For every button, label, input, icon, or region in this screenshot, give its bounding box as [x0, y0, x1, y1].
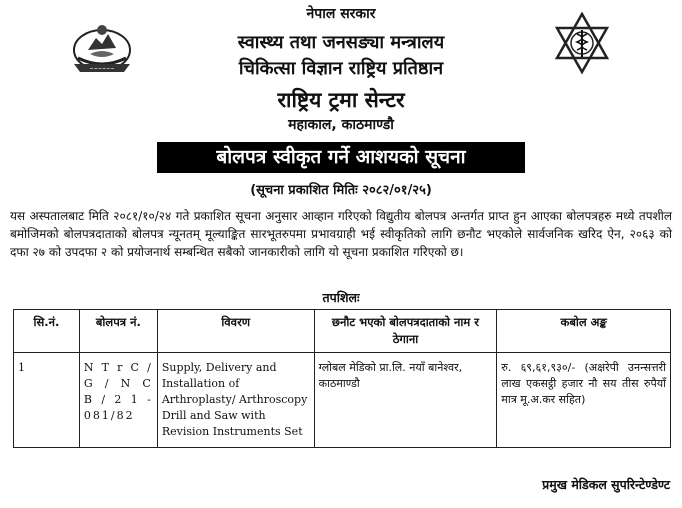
government-name: नेपाल सरकार	[306, 6, 376, 22]
table-row	[14, 353, 671, 448]
ministry-name: स्वास्थ्य तथा जनसङ्या मन्त्रालय	[237, 32, 445, 53]
header-amount: कबोल अङ्क	[497, 310, 671, 353]
header-description: विवरण	[157, 310, 314, 353]
details-title: तपशिलः	[322, 290, 360, 305]
cell-bidder: ग्लोबल मेडिको प्रा.लि. नयाँ बानेश्वर, काठमाण्डौ	[314, 353, 497, 448]
cell-description: Supply, Delivery and Installation of Arthroplasty/ Arthroscopy Drill and Saw with Revision Instruments Set	[157, 353, 314, 448]
notice-header	[0, 0, 682, 140]
header-sn: सि.नं.	[14, 310, 80, 353]
cell-amount: रु. ६९,६१,९३०/- (अक्षरेपी उनन्सत्तरी लाख एकसट्ठी हजार नौ सय तीस रुपैयाँ मात्र मू.अ.कर सहित)	[497, 353, 671, 448]
center-address: महाकाल, काठमाण्डौ	[288, 117, 394, 133]
svg-text:~~~~~~: ~~~~~~	[89, 66, 115, 73]
cell-sn: 1	[14, 353, 80, 448]
table-header-row	[14, 310, 671, 353]
signatory-title: प्रमुख मेडिकल सुपरिन्टेण्डेण्ट	[542, 477, 670, 492]
award-details-table	[13, 309, 671, 448]
header-bid-no: बोलपत्र नं.	[79, 310, 157, 353]
notice-body: यस अस्पतालबाट मिति २०८१/१०/२४ गते प्रकाशित सूचना अनुसार आव्हान गरिएको विद्युतीय बोलपत्र अन्तर्गत प्राप्त हुन आएका बोलपत्रहरु मध्ये तपशील बमोजिमको बोलपत्रदाताको बोलपत्र न्यूनतम् मूल्याङ्कित सारभूतरुपमा प्रभावग्राही भई स्वीकृतिको लागि छनौट भएकोले सार्वजनिक खरिद ऐन, २०६३ को दफा २७ को उपदफा २ को प्रयोजनार्थ सम्बन्धित सबैको जानकारीको लागि यो सूचना प्रकाशित गरिएको छ।	[10, 209, 672, 259]
center-name: राष्ट्रिय ट्रमा सेन्टर	[277, 88, 405, 112]
published-date: (सूचना प्रकाशित मितिः २०८२/०१/२५)	[250, 183, 432, 198]
academy-name: चिकित्सा विज्ञान राष्ट्रिय प्रतिष्ठान	[238, 58, 444, 79]
header-bidder: छनौट भएको बोलपत्रदाताको नाम र ठेगाना	[314, 310, 497, 353]
cell-bid-no: N T r C / G / N C B / 2 1 - 081/82	[79, 353, 157, 448]
notice-title-banner: बोलपत्र स्वीकृत गर्ने आशयको सूचना	[157, 142, 525, 173]
